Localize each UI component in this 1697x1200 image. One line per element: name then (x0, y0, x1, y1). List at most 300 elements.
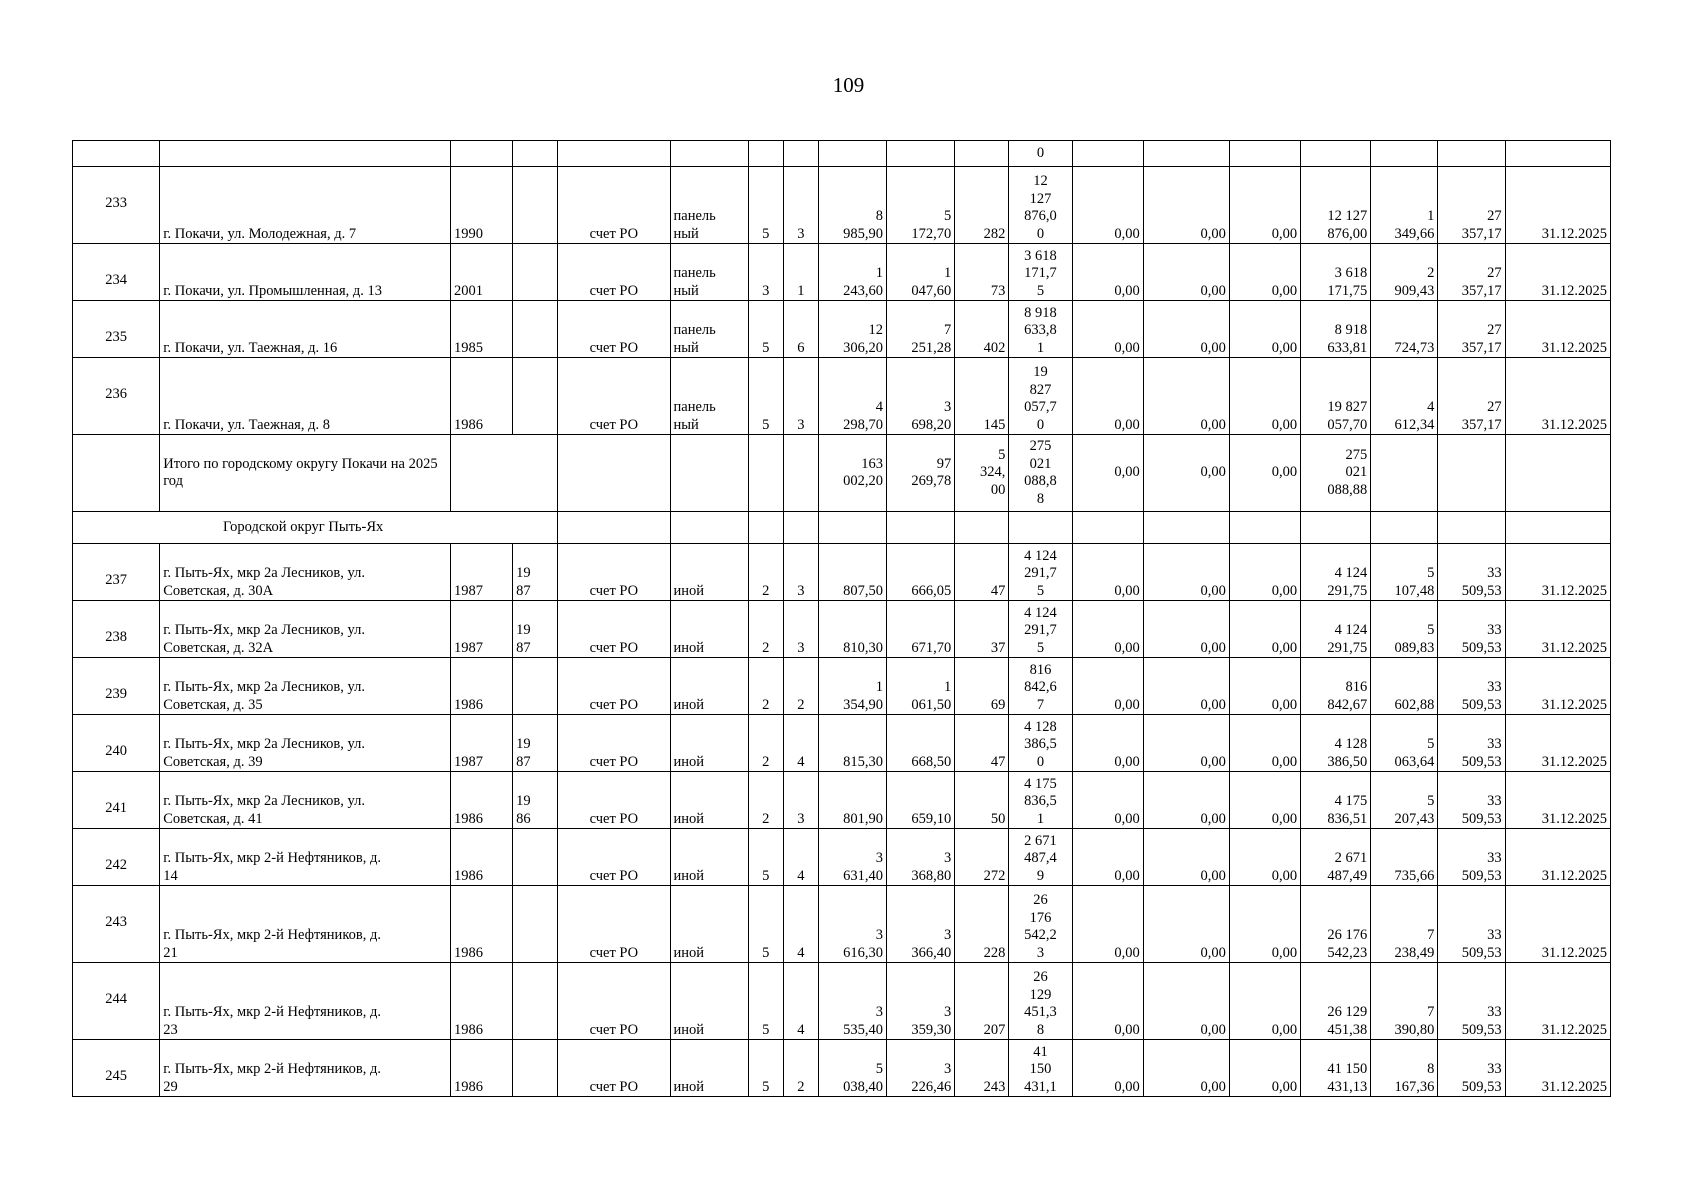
cell-owners-funds (1301, 244, 1371, 301)
cell-empty (887, 512, 955, 544)
cell-regional-text: 0,00 (1200, 225, 1226, 242)
cell-regional (1143, 167, 1229, 244)
cell-cost-per-m2-text: 2 909,43 (1394, 265, 1435, 299)
cell-number (73, 658, 160, 715)
cell-regional-text: 0,00 (1200, 282, 1226, 299)
cell-planned-date (1505, 772, 1610, 829)
cell-address (160, 829, 451, 886)
cell-floors (748, 167, 783, 244)
cell-municipal-text: 0,00 (1271, 696, 1298, 713)
cell-residents (955, 301, 1009, 358)
cell-area-total-text: 1 354,90 (843, 679, 884, 713)
cell-entrances-text: 3 (797, 416, 805, 433)
cell-number-text: 244 (105, 991, 127, 1007)
cell-residents-text: 69 (990, 696, 1006, 713)
cell-cost-per-m2 (1371, 167, 1438, 244)
table-row (73, 715, 1611, 772)
cell-regional-text: 0,00 (1200, 1078, 1226, 1095)
cell-floors (748, 601, 783, 658)
cell-empty (818, 141, 886, 167)
cell-empty (450, 141, 512, 167)
cell-regional (1143, 244, 1229, 301)
cell-year (450, 1040, 512, 1097)
total-regional-text: 0,00 (1200, 464, 1226, 481)
cell-limit-per-m2-text: 33 509,53 (1461, 793, 1502, 827)
cell-floors (748, 886, 783, 963)
cell-address-text: г. Покачи, ул. Таежная, д. 16 (163, 339, 338, 356)
cell-federal (1072, 358, 1143, 435)
cell-year (450, 658, 512, 715)
cell-wall-material-text: иной (673, 696, 705, 713)
cell-year-commission (513, 544, 558, 601)
cell-empty (1229, 141, 1300, 167)
cell-limit-per-m2 (1438, 963, 1505, 1040)
cell-fund-method (558, 715, 670, 772)
cell-year (450, 715, 512, 772)
table-row (73, 829, 1611, 886)
cell-fund-method-text: счет РО (589, 282, 639, 299)
cell-cost (1009, 715, 1072, 772)
cell-address-text: г. Пыть-Ях, мкр 2а Лесников, ул. Советская, д. 30А (163, 565, 365, 599)
cell-wall-material (670, 886, 748, 963)
cell-fund-method-text: счет РО (589, 339, 639, 356)
cell-cost (1009, 829, 1072, 886)
cell-cost-per-m2-text: 7 390,80 (1394, 1004, 1435, 1038)
cell-cost-per-m2 (1371, 358, 1438, 435)
cell-planned-date-text: 31.12.2025 (1541, 416, 1607, 433)
cell-planned-date (1505, 244, 1610, 301)
cell-owners-funds-text: 26 129 451,38 (1327, 1004, 1368, 1038)
cell-limit-per-m2 (1438, 658, 1505, 715)
cell-area-total (818, 886, 886, 963)
cell-cost-per-m2 (1371, 1040, 1438, 1097)
cell-federal (1072, 886, 1143, 963)
cell-regional (1143, 1040, 1229, 1097)
cell-owners-funds-text: 19 827 057,70 (1327, 399, 1368, 433)
cell-municipal (1229, 1040, 1300, 1097)
cell-area-total-text: 801,90 (843, 810, 884, 827)
cell-floors-text: 5 (762, 416, 770, 433)
cell-wall-material (670, 358, 748, 435)
cell-municipal-text: 0,00 (1271, 867, 1298, 884)
cell-address-text: г. Пыть-Ях, мкр 2а Лесников, ул. Советская, д. 35 (163, 679, 365, 713)
cell-year (450, 963, 512, 1040)
cell-residents (955, 358, 1009, 435)
cell-federal-text: 0,00 (1114, 810, 1140, 827)
cell-federal (1072, 772, 1143, 829)
cell-residents-text: 145 (983, 416, 1006, 433)
cell-residents-text: 47 (990, 582, 1006, 599)
cell-area-living (887, 358, 955, 435)
cell-municipal (1229, 963, 1300, 1040)
cell-entrances-text: 3 (797, 810, 805, 827)
cell-area-living (887, 772, 955, 829)
cell-federal (1072, 963, 1143, 1040)
cell-wall-material (670, 601, 748, 658)
cell-empty (1505, 435, 1610, 512)
table-row (73, 244, 1611, 301)
cell-number (73, 301, 160, 358)
cell-limit-per-m2-text: 33 509,53 (1461, 1004, 1502, 1038)
cell-wall-material-text: иной (673, 944, 705, 961)
cell-address (160, 963, 451, 1040)
cell-cost-per-m2 (1371, 715, 1438, 772)
cell-fund-method-text: счет РО (589, 639, 639, 656)
cell-planned-date (1505, 601, 1610, 658)
cell-floors-text: 5 (762, 1021, 770, 1038)
cell-cost-text: 0 (1036, 144, 1045, 161)
cell-entrances-text: 2 (797, 1078, 805, 1095)
cell-regional (1143, 301, 1229, 358)
cell-year-text: 1986 (453, 944, 483, 961)
cell-owners-funds-text: 4 124 291,75 (1327, 565, 1368, 599)
cell-cost-per-m2 (1371, 829, 1438, 886)
cell-fund-method-text: счет РО (589, 867, 639, 884)
cell-area-total (818, 1040, 886, 1097)
total-row (73, 435, 1611, 512)
cell-empty (1505, 512, 1610, 544)
cell-fund-method (558, 244, 670, 301)
cell-empty (1143, 141, 1229, 167)
cell-entrances (783, 244, 818, 301)
cell-wall-material (670, 772, 748, 829)
cell-federal (1072, 1040, 1143, 1097)
cell-residents (955, 963, 1009, 1040)
total-residents (955, 435, 1009, 512)
cell-wall-material-text: панель ный (673, 322, 716, 356)
cell-area-living (887, 167, 955, 244)
cell-limit-per-m2 (1438, 601, 1505, 658)
cell-floors (748, 1040, 783, 1097)
cell-federal-text: 0,00 (1114, 1078, 1140, 1095)
table-row (73, 544, 1611, 601)
cell-year-commission-text: 19 87 (516, 736, 531, 770)
cell-fund-method (558, 772, 670, 829)
cell-fund-method (558, 658, 670, 715)
cell-limit-per-m2 (1438, 1040, 1505, 1097)
cell-cost (1009, 358, 1072, 435)
cell-cost-text: 26 176 542,2 3 (1024, 892, 1057, 961)
cell-floors-text: 2 (762, 696, 770, 713)
cell-fund-method (558, 886, 670, 963)
cell-planned-date (1505, 167, 1610, 244)
cell-cost-per-m2 (1371, 963, 1438, 1040)
cell-empty (1009, 512, 1072, 544)
cell-planned-date-text: 31.12.2025 (1541, 1021, 1607, 1038)
cell-regional (1143, 963, 1229, 1040)
cell-area-living-text: 1 047,60 (911, 265, 952, 299)
cell-cost (1009, 141, 1072, 167)
cell-owners-funds-text: 41 150 431,13 (1327, 1061, 1368, 1095)
cell-limit-per-m2 (1438, 829, 1505, 886)
cell-address-text: г. Пыть-Ях, мкр 2а Лесников, ул. Советская, д. 32А (163, 622, 365, 656)
cell-limit-per-m2 (1438, 301, 1505, 358)
cell-address (160, 658, 451, 715)
cell-owners-funds-text: 4 124 291,75 (1327, 622, 1368, 656)
cell-municipal (1229, 301, 1300, 358)
cell-number-text: 237 (105, 572, 127, 588)
cell-federal-text: 0,00 (1114, 867, 1140, 884)
cell-regional (1143, 544, 1229, 601)
cell-fund-method-text: счет РО (589, 582, 639, 599)
cell-municipal-text: 0,00 (1271, 225, 1298, 242)
cell-year-text: 1986 (453, 416, 483, 433)
cell-empty (783, 141, 818, 167)
cell-cost-per-m2 (1371, 601, 1438, 658)
cell-cost-text: 3 618 171,7 5 (1024, 247, 1057, 299)
cell-address-text: г. Покачи, ул. Таежная, д. 8 (163, 416, 330, 433)
cell-area-living (887, 715, 955, 772)
cell-floors (748, 358, 783, 435)
cell-regional (1143, 715, 1229, 772)
cell-empty (1143, 512, 1229, 544)
cell-municipal-text: 0,00 (1271, 810, 1298, 827)
cell-residents-text: 243 (983, 1078, 1006, 1095)
cell-planned-date-text: 31.12.2025 (1541, 867, 1607, 884)
cell-year-commission (513, 601, 558, 658)
cell-fund-method (558, 601, 670, 658)
cell-cost (1009, 772, 1072, 829)
cell-wall-material-text: иной (673, 753, 705, 770)
cell-federal-text: 0,00 (1114, 282, 1140, 299)
cell-number-text: 243 (105, 914, 127, 930)
cell-address (160, 167, 451, 244)
cell-residents-text: 402 (983, 339, 1006, 356)
cell-wall-material-text: иной (673, 1078, 705, 1095)
cell-year-commission (513, 358, 558, 435)
cell-year-commission-text: 19 86 (516, 793, 531, 827)
cell-year (450, 544, 512, 601)
total-label (160, 435, 451, 512)
cell-area-total (818, 244, 886, 301)
cell-floors-text: 2 (762, 810, 770, 827)
cell-residents-text: 207 (983, 1021, 1006, 1038)
cell-entrances-text: 4 (797, 1021, 805, 1038)
cell-floors (748, 658, 783, 715)
cell-year (450, 167, 512, 244)
cell-planned-date-text: 31.12.2025 (1541, 753, 1607, 770)
cell-owners-funds (1301, 772, 1371, 829)
cell-year-commission (513, 715, 558, 772)
cell-entrances (783, 544, 818, 601)
cell-area-living (887, 886, 955, 963)
cell-fund-method (558, 829, 670, 886)
cell-cost-per-m2 (1371, 301, 1438, 358)
cell-address (160, 886, 451, 963)
cell-fund-method-text: счет РО (589, 1021, 639, 1038)
cell-cost-text: 8 918 633,8 1 (1024, 304, 1057, 356)
cell-empty (73, 435, 160, 512)
cell-number (73, 772, 160, 829)
cell-cost-text: 4 175 836,5 1 (1024, 775, 1057, 827)
cell-address (160, 544, 451, 601)
cell-area-total-text: 5 038,40 (843, 1061, 884, 1095)
cell-floors-text: 5 (762, 1078, 770, 1095)
cell-empty (1371, 512, 1438, 544)
cell-area-total-text: 810,30 (843, 639, 884, 656)
cell-entrances (783, 658, 818, 715)
total-cost-text: 275 021 088,8 8 (1024, 438, 1057, 507)
cell-wall-material-text: панель ный (673, 265, 716, 299)
cell-fund-method (558, 1040, 670, 1097)
cell-empty (558, 512, 670, 544)
cell-area-total (818, 167, 886, 244)
cell-cost-per-m2-text: 5 089,83 (1394, 622, 1435, 656)
cell-cost (1009, 1040, 1072, 1097)
cell-number-text: 233 (105, 195, 127, 211)
total-area-living (887, 435, 955, 512)
cell-entrances (783, 829, 818, 886)
cell-cost-per-m2-text: 8 167,36 (1394, 1061, 1435, 1095)
cell-regional-text: 0,00 (1200, 416, 1226, 433)
cell-limit-per-m2 (1438, 358, 1505, 435)
cell-entrances-text: 1 (797, 282, 805, 299)
cell-limit-per-m2-text: 33 509,53 (1461, 736, 1502, 770)
cell-empty (1301, 512, 1371, 544)
cell-area-total (818, 829, 886, 886)
cell-residents-text: 47 (990, 753, 1006, 770)
cell-number (73, 886, 160, 963)
cell-owners-funds-text: 12 127 876,00 (1327, 208, 1368, 242)
cell-limit-per-m2-text: 33 509,53 (1461, 622, 1502, 656)
cell-entrances (783, 963, 818, 1040)
cell-area-total-text: 807,50 (843, 582, 884, 599)
total-owners-funds (1301, 435, 1371, 512)
cell-municipal (1229, 829, 1300, 886)
cell-federal-text: 0,00 (1114, 639, 1140, 656)
cell-floors-text: 5 (762, 944, 770, 961)
cell-area-total (818, 544, 886, 601)
cell-empty (558, 435, 670, 512)
table-row (73, 886, 1611, 963)
cell-planned-date-text: 31.12.2025 (1541, 944, 1607, 961)
cell-cost (1009, 963, 1072, 1040)
cell-planned-date (1505, 886, 1610, 963)
cell-owners-funds-text: 3 618 171,75 (1327, 265, 1368, 299)
cell-limit-per-m2 (1438, 167, 1505, 244)
cell-entrances (783, 167, 818, 244)
cell-wall-material (670, 1040, 748, 1097)
cell-federal-text: 0,00 (1114, 753, 1140, 770)
cell-area-total (818, 772, 886, 829)
cell-year-text: 2001 (453, 282, 483, 299)
cell-federal (1072, 658, 1143, 715)
cell-owners-funds (1301, 715, 1371, 772)
cell-address-text: г. Пыть-Ях, мкр 2а Лесников, ул. Советская, д. 39 (163, 736, 365, 770)
cell-year-text: 1987 (453, 753, 483, 770)
cell-number-text: 240 (105, 743, 127, 759)
cell-cost-per-m2-text: 7 238,49 (1394, 927, 1435, 961)
cell-wall-material-text: иной (673, 1021, 705, 1038)
cell-municipal (1229, 167, 1300, 244)
cell-residents-text: 73 (990, 282, 1006, 299)
cell-planned-date-text: 31.12.2025 (1541, 225, 1607, 242)
cell-limit-per-m2 (1438, 886, 1505, 963)
cell-floors-text: 5 (762, 867, 770, 884)
cell-entrances-text: 3 (797, 225, 805, 242)
cell-municipal (1229, 244, 1300, 301)
cell-cost-per-m2 (1371, 544, 1438, 601)
cell-number-text: 241 (105, 800, 127, 816)
cell-area-total-text: 1 243,60 (843, 265, 884, 299)
cell-regional-text: 0,00 (1200, 582, 1226, 599)
cell-limit-per-m2-text: 27 357,17 (1461, 208, 1502, 242)
cell-owners-funds (1301, 167, 1371, 244)
cell-planned-date (1505, 1040, 1610, 1097)
cell-number-text: 236 (105, 386, 127, 402)
table-row (73, 167, 1611, 244)
cell-area-living (887, 1040, 955, 1097)
cell-municipal (1229, 772, 1300, 829)
cell-federal (1072, 715, 1143, 772)
cell-entrances (783, 358, 818, 435)
cell-cost-per-m2-text: 5 207,43 (1394, 793, 1435, 827)
cell-area-living-text: 3 366,40 (911, 927, 952, 961)
total-residents-text: 5 324, 00 (979, 446, 1006, 498)
cell-area-living-text: 659,10 (911, 810, 952, 827)
cell-year (450, 301, 512, 358)
cell-regional-text: 0,00 (1200, 339, 1226, 356)
cell-area-total-text: 8 985,90 (843, 208, 884, 242)
cell-number-text: 238 (105, 629, 127, 645)
cell-area-total (818, 715, 886, 772)
page-number: 109 (832, 73, 865, 97)
cell-area-total (818, 601, 886, 658)
cell-owners-funds (1301, 658, 1371, 715)
cell-cost (1009, 167, 1072, 244)
cell-federal (1072, 601, 1143, 658)
total-cost (1009, 435, 1072, 512)
cell-year-text: 1986 (453, 867, 483, 884)
cell-planned-date-text: 31.12.2025 (1541, 282, 1607, 299)
cell-municipal-text: 0,00 (1271, 339, 1298, 356)
cell-address (160, 244, 451, 301)
cell-entrances (783, 301, 818, 358)
cell-cost (1009, 658, 1072, 715)
cell-cost (1009, 244, 1072, 301)
total-area-total (818, 435, 886, 512)
cell-fund-method-text: счет РО (589, 944, 639, 961)
cell-cost (1009, 301, 1072, 358)
total-area-living-text: 97 269,78 (911, 455, 952, 489)
cell-empty (748, 512, 783, 544)
cell-empty (1438, 435, 1505, 512)
cell-year (450, 772, 512, 829)
cell-area-total-text: 3 631,40 (843, 850, 884, 884)
cell-wall-material-text: иной (673, 582, 705, 599)
cell-floors (748, 829, 783, 886)
cell-entrances-text: 3 (797, 639, 805, 656)
cell-residents (955, 1040, 1009, 1097)
cell-federal-text: 0,00 (1114, 225, 1140, 242)
cell-area-living (887, 544, 955, 601)
cell-area-living (887, 601, 955, 658)
cell-empty (670, 435, 748, 512)
cell-planned-date-text: 31.12.2025 (1541, 696, 1607, 713)
table-row (73, 1040, 1611, 1097)
cell-area-total-text: 815,30 (843, 753, 884, 770)
cell-cost-per-m2-text: 4 612,34 (1394, 399, 1435, 433)
cell-owners-funds (1301, 886, 1371, 963)
cell-number (73, 829, 160, 886)
cell-address-text: г. Покачи, ул. Промышленная, д. 13 (163, 282, 383, 299)
cell-empty (1371, 435, 1438, 512)
section-title-text: Городской округ Пыть-Ях (223, 518, 384, 535)
cell-empty (1438, 141, 1505, 167)
cell-cost-per-m2 (1371, 772, 1438, 829)
cell-owners-funds (1301, 963, 1371, 1040)
cell-floors (748, 772, 783, 829)
